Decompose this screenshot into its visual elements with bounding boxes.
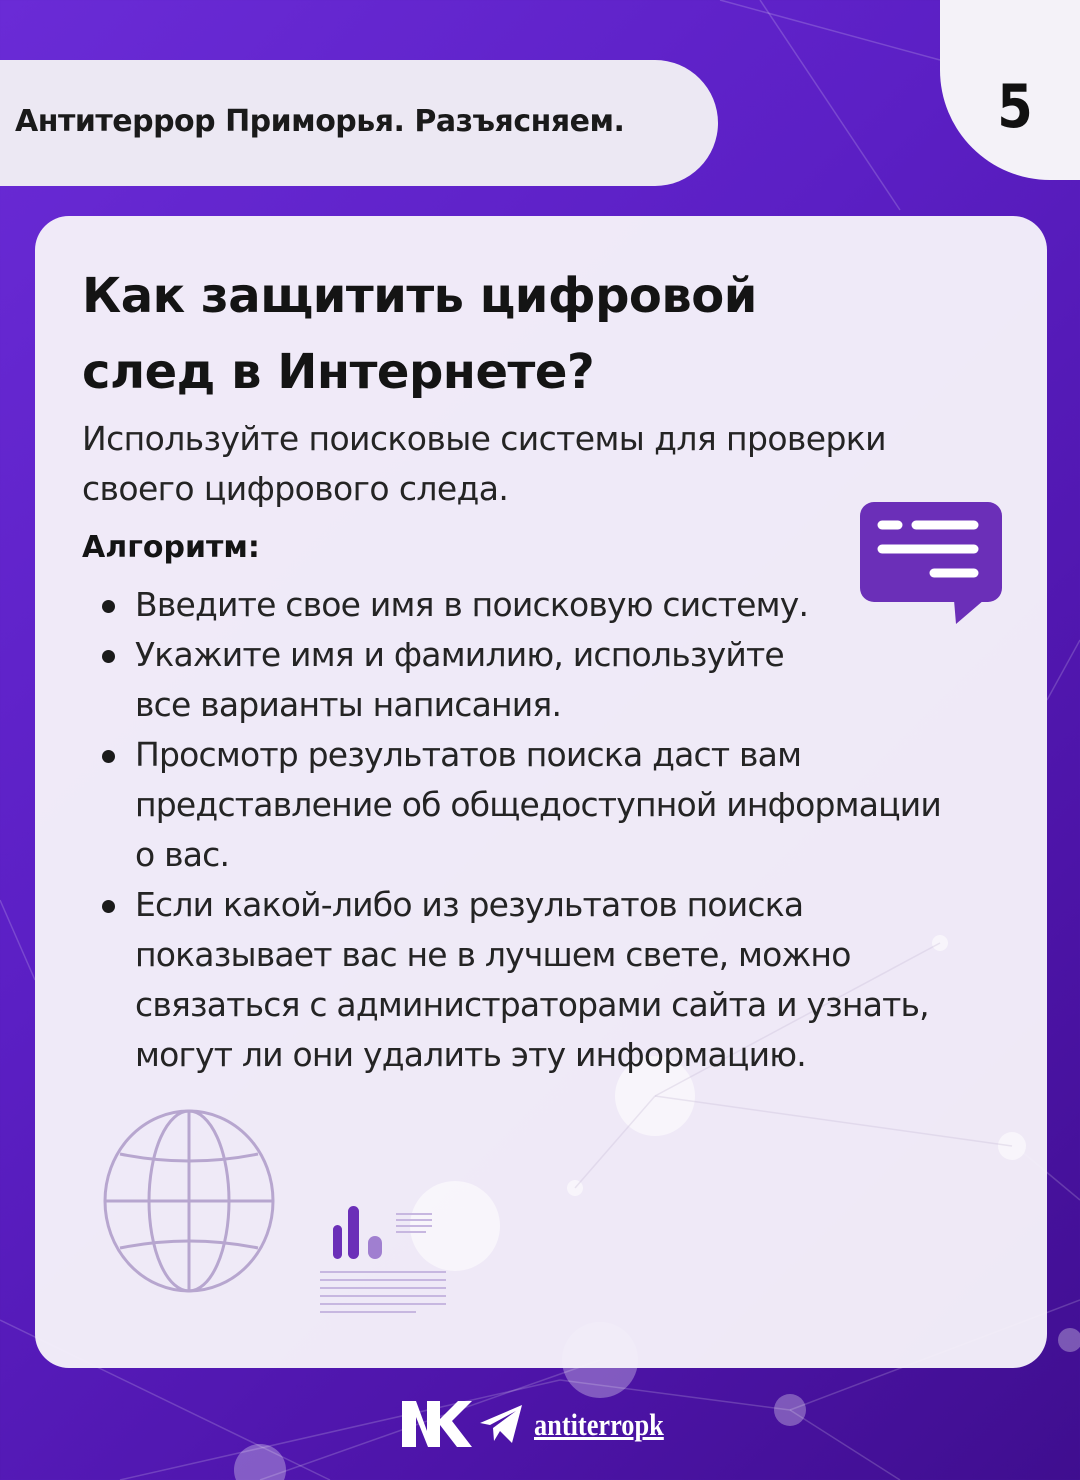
list-item	[100, 880, 1000, 1080]
document-chart-icon	[316, 1198, 450, 1322]
list-item	[100, 630, 1000, 730]
card-title-line: Как защитить цифровой	[82, 268, 757, 324]
list-item-line: представление об общедоступной информации	[135, 785, 942, 824]
bullet-dot	[102, 600, 115, 613]
globe-icon	[100, 1106, 278, 1296]
bullet-dot	[102, 900, 115, 913]
list-item-line: Просмотр результатов поиска даст вам	[135, 735, 802, 774]
card-title	[82, 258, 802, 410]
card-title-line: след в Интернете?	[82, 344, 595, 400]
list-item-line: Если какой-либо из результатов поиска	[135, 885, 804, 924]
social-handle-link[interactable]: antiterropk	[534, 1407, 664, 1442]
algorithm-list	[100, 580, 1000, 1080]
list-item	[100, 730, 1000, 880]
card-subtitle	[82, 414, 982, 514]
list-item-line: Введите свое имя в поисковую систему.	[135, 585, 809, 624]
chat-bubble-icon	[858, 500, 1004, 625]
list-item-line: могут ли они удалить эту информацию.	[135, 1035, 806, 1074]
vk-icon[interactable]	[400, 1397, 472, 1451]
list-item-line: все варианты написания.	[135, 685, 562, 724]
card-subtitle-line: Используйте поисковые системы для проверки	[82, 419, 886, 458]
header-title: Антитеррор Приморья. Разъясняем.	[15, 104, 625, 139]
list-item-line: о вас.	[135, 835, 230, 874]
page-number: 5	[997, 72, 1033, 142]
telegram-icon[interactable]	[478, 1403, 524, 1445]
footer-social	[400, 1395, 690, 1455]
list-item-line: связаться с администраторами сайта и узнать,	[135, 985, 929, 1024]
card-subtitle-line: своего цифрового следа.	[82, 469, 509, 508]
bullet-dot	[102, 650, 115, 663]
list-item-line: показывает вас не в лучшем свете, можно	[135, 935, 851, 974]
bullet-dot	[102, 750, 115, 763]
algorithm-label: Алгоритм:	[82, 530, 260, 565]
list-item-line: Укажите имя и фамилию, используйте	[135, 635, 784, 674]
